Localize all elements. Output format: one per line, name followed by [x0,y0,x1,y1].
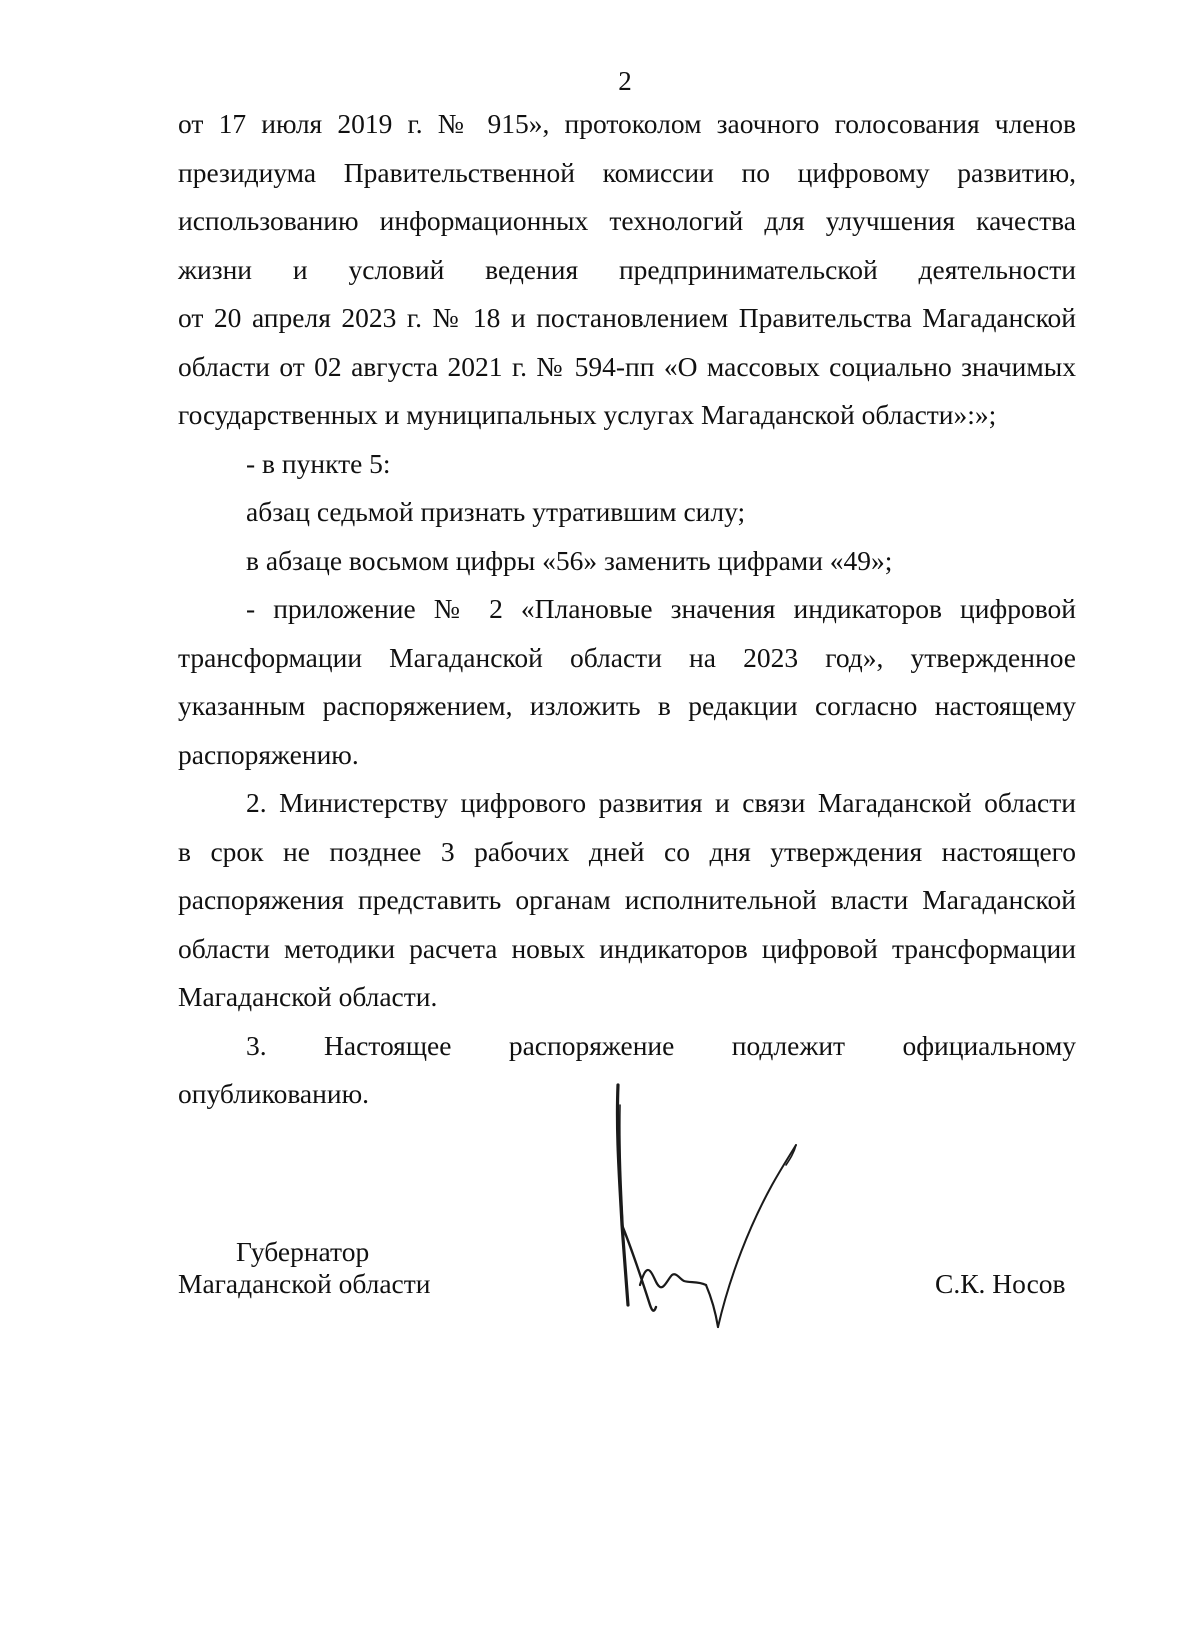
body-line: государственных и муниципальных услугах Магаданской области»:»; [178,399,997,430]
document-body [178,100,1076,1119]
body-line: в срок не позднее 3 рабочих дней со дня утверждения настоящего [178,835,1076,867]
body-line: от 20 апреля 2023 г. № 18 и постановлением Правительства Магаданской [178,302,1076,333]
body-line: области от 02 августа 2021 г. № 594-пп «О массовых социально значимых [178,350,1076,382]
page-number: 2 [618,66,632,96]
body-line: президиума Правительственной комиссии по цифровому развитию, [178,156,1076,188]
body-line: распоряжению. [178,738,359,770]
body-line: Магаданской области. [178,981,438,1012]
signatory-name: С.К. Носов [935,1268,1066,1299]
body-line: указанным распоряжением, изложить в редакции согласно настоящему [178,690,1076,721]
body-line: распоряжения представить органам исполнительной власти Магаданской [178,884,1076,915]
body-line: 3. Настоящее распоряжение подлежит официальному [246,1029,1076,1061]
body-line: области методики расчета новых индикаторов цифровой трансформации [178,932,1076,964]
body-line: от 17 июля 2019 г. № 915», протоколом заочного голосования членов [178,108,1076,139]
body-line: опубликованию. [178,1078,369,1109]
body-line: жизни и условий ведения предпринимательской деятельности [178,253,1076,285]
body-line: - приложение № 2 «Плановые значения индикаторов цифровой [246,593,1076,624]
body-line: трансформации Магаданской области на 2023 год», утвержденное [178,641,1076,673]
signatory-title [178,1236,431,1300]
signatory-title-line2: Магаданской области [178,1268,431,1299]
signatory-title-line1: Губернатор [236,1236,370,1267]
body-line: 2. Министерству цифрового развития и связи Магаданской области [246,787,1076,818]
body-line: в абзаце восьмом цифры «56» заменить цифрами «49»; [246,544,893,576]
body-line: абзац седьмой признать утратившим силу; [246,496,746,527]
handwritten-signature [610,1075,840,1335]
body-line: использованию информационных технологий для улучшения качества [178,205,1076,236]
body-line: - в пункте 5: [246,447,391,479]
